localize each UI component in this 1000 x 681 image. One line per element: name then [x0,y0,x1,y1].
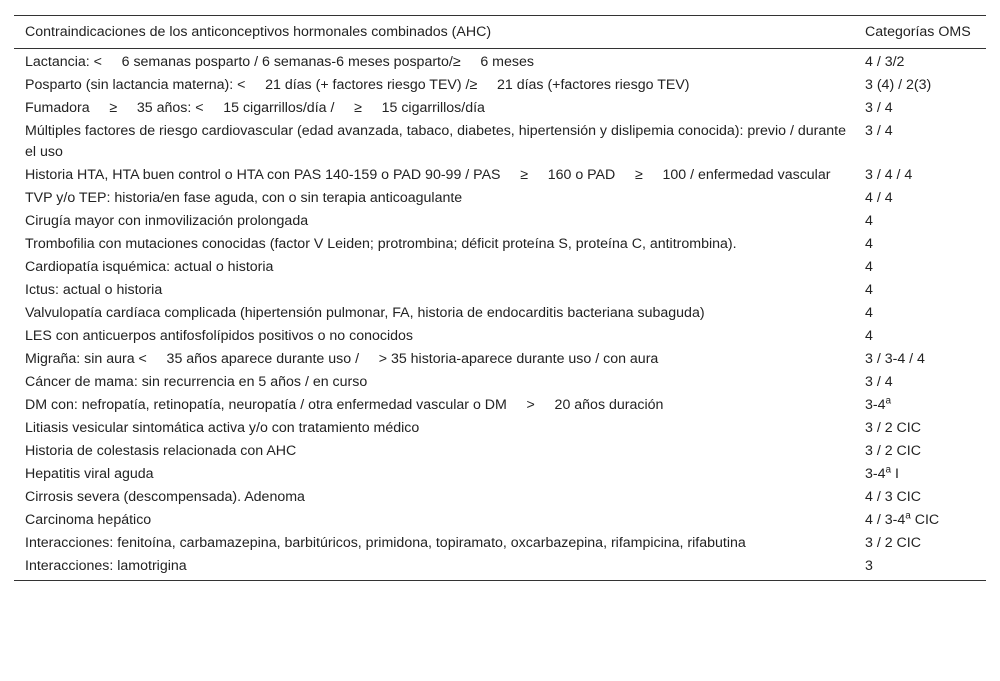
category-cell [860,325,986,348]
condition-cell: Historia HTA, HTA buen control o HTA con PAS 140-159 o PAD 90-99 / PAS ≥ 160 o PAD ≥ 100 / enfermedad vascular [25,167,831,183]
condition-cell: Fumadora ≥ 35 años: < 15 cigarrillos/día / ≥ 15 cigarrillos/día [25,100,485,116]
category-cell [860,210,986,233]
category-value: 3 / 4 [865,374,893,390]
category-cell [860,348,986,371]
table-row [14,233,986,256]
category-cell [860,120,986,164]
category-value: 4 [865,236,873,252]
category-value: 4 [865,282,873,298]
category-cell [860,97,986,120]
category-value: 4 / 3-4 [865,512,906,528]
table-row [14,532,986,555]
category-value: 4 / 3 CIC [865,489,921,505]
condition-cell: Cardiopatía isquémica: actual o historia [25,259,274,275]
category-value: 3 / 2 CIC [865,443,921,459]
table-row [14,74,986,97]
condition-cell: DM con: nefropatía, retinopatía, neuropatía / otra enfermedad vascular o DM > 20 años duración [25,397,664,413]
condition-cell: TVP y/o TEP: historia/en fase aguda, con o sin terapia anticoagulante [25,190,463,206]
category-suffix: I [891,466,899,482]
category-cell [860,440,986,463]
category-value: 4 [865,305,873,321]
table-row [14,187,986,210]
category-value: 3 (4) / 2(3) [865,77,932,93]
category-value: 4 / 3/2 [865,54,905,70]
condition-cell: Historia de colestasis relacionada con AHC [25,443,297,459]
table-row [14,302,986,325]
category-cell [860,532,986,555]
category-cell [860,302,986,325]
header-category: Categorías OMS [865,24,971,40]
category-value: 4 / 4 [865,190,893,206]
category-suffix: CIC [910,512,940,528]
category-value: 4 [865,213,873,229]
category-value: 3 / 4 [865,100,893,116]
table-row [14,49,986,75]
table-header-row [14,16,986,49]
category-cell [860,49,986,75]
table-row [14,555,986,581]
category-value: 3 [865,558,873,574]
table-row [14,486,986,509]
category-value: 3 / 3-4 / 4 [865,351,925,367]
table-row [14,256,986,279]
category-cell [860,463,986,486]
category-cell [860,371,986,394]
category-cell [860,233,986,256]
category-cell [860,555,986,581]
category-value: 3 / 2 CIC [865,420,921,436]
table-row [14,348,986,371]
condition-cell: Migraña: sin aura < 35 años aparece durante uso / > 35 historia-aparece durante uso / con aura [25,351,659,367]
category-cell [860,509,986,532]
category-cell [860,187,986,210]
table-row [14,509,986,532]
category-value: 3 / 4 / 4 [865,167,913,183]
header-condition: Contraindicaciones de los anticonceptivos hormonales combinados (AHC) [25,24,492,40]
table-row [14,120,986,164]
category-value: 3 / 2 CIC [865,535,921,551]
condition-cell: Posparto (sin lactancia materna): < 21 días (+ factores riesgo TEV) /≥ 21 días (+factores riesgo TEV) [25,77,690,93]
table-row [14,463,986,486]
category-cell [860,279,986,302]
category-value: 3-4 [865,466,886,482]
table-row [14,325,986,348]
condition-cell: Múltiples factores de riesgo cardiovascular (edad avanzada, tabaco, diabetes, hipertensión y dislipemia conocida): previo / durante el uso [25,123,850,160]
category-value: 4 [865,259,873,275]
category-footnote-marker: a [885,464,892,476]
condition-cell: Trombofilia con mutaciones conocidas (factor V Leiden; protrombina; déficit proteína S, proteína C, antitrombina). [25,236,737,252]
category-cell [860,486,986,509]
table-row [14,210,986,233]
condition-cell: Cirrosis severa (descompensada). Adenoma [25,489,305,505]
condition-cell: Carcinoma hepático [25,512,152,528]
table-row [14,371,986,394]
category-footnote-marker: a [905,510,911,522]
category-cell [860,256,986,279]
category-cell [860,164,986,187]
condition-cell: Lactancia: < 6 semanas posparto / 6 semanas-6 meses posparto/≥ 6 meses [25,54,534,70]
category-value: 4 [865,328,873,344]
condition-cell: Ictus: actual o historia [25,282,163,298]
category-cell [860,417,986,440]
condition-cell: Litiasis vesicular sintomática activa y/o con tratamiento médico [25,420,420,436]
condition-cell: Cirugía mayor con inmovilización prolongada [25,213,309,229]
condition-cell: LES con anticuerpos antifosfolípidos positivos o no conocidos [25,328,414,344]
condition-cell: Interacciones: fenitoína, carbamazepina, barbitúricos, primidona, topiramato, oxcarbazepina, rifampicina, rifabutina [25,535,746,551]
table-row [14,417,986,440]
category-footnote-marker: a [885,395,892,407]
condition-cell: Interacciones: lamotrigina [25,558,187,574]
category-value: 3-4 [865,397,886,413]
table-row [14,440,986,463]
table-body [14,49,986,581]
table-row [14,164,986,187]
table-row [14,97,986,120]
condition-cell: Hepatitis viral aguda [25,466,154,482]
category-cell [860,74,986,97]
contraindications-table [14,15,986,581]
table-row [14,279,986,302]
category-value: 3 / 4 [865,123,893,139]
condition-cell: Valvulopatía cardíaca complicada (hipertensión pulmonar, FA, historia de endocarditis bacteriana subaguda) [25,305,705,321]
condition-cell: Cáncer de mama: sin recurrencia en 5 años / en curso [25,374,368,390]
category-cell [860,394,986,417]
table-row [14,394,986,417]
